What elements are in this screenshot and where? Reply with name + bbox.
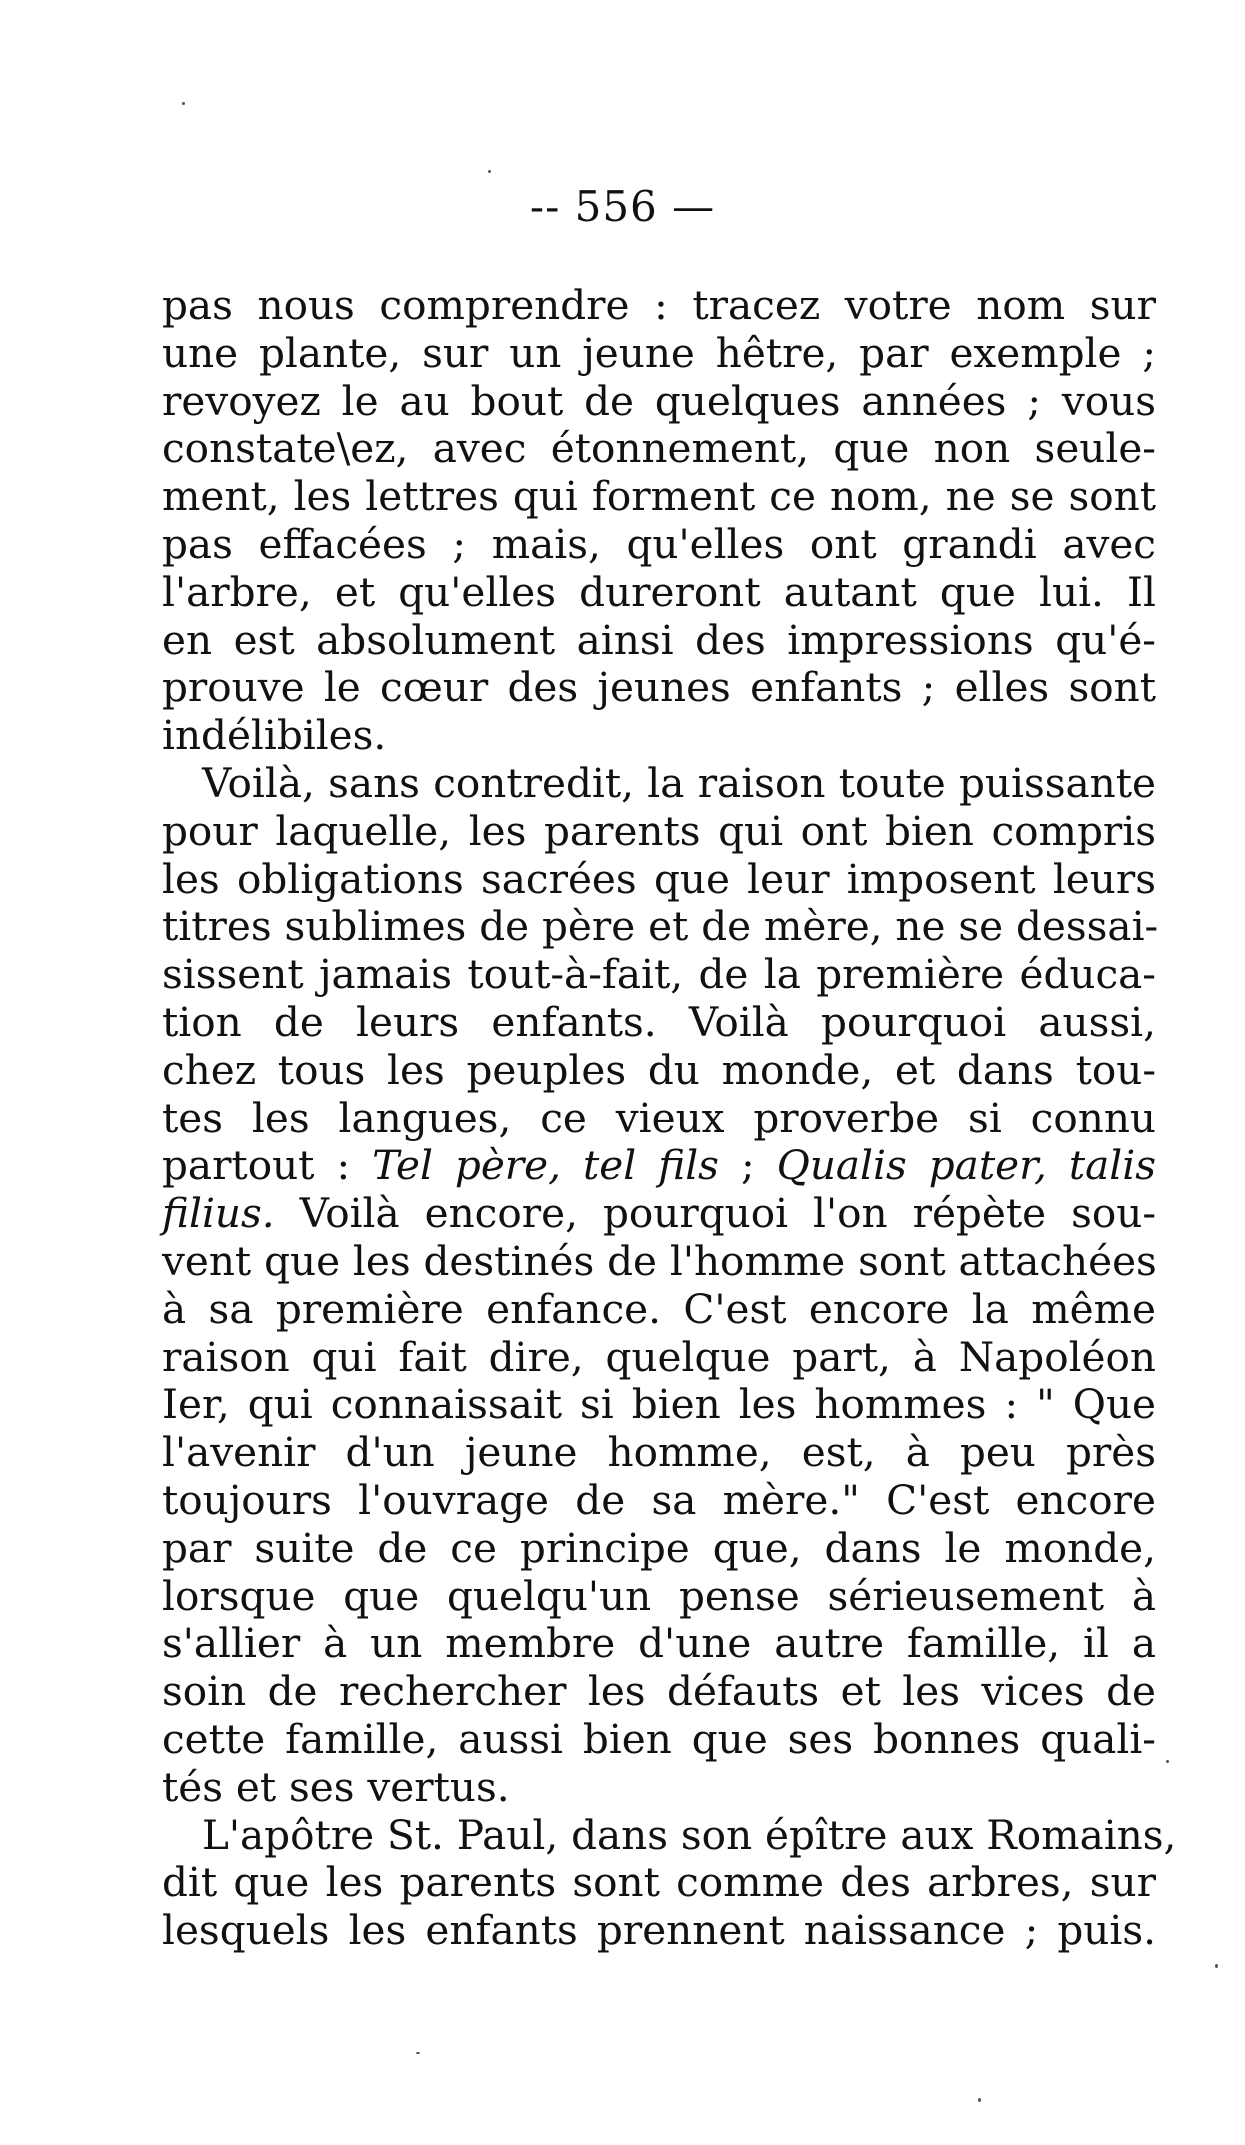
italic-quote: Qualis pater,	[776, 1141, 1047, 1190]
scan-speck	[488, 170, 491, 173]
text-line: Ier, qui connaissait si bien les hommes : " Que	[162, 1380, 1156, 1429]
text-line-mixed	[162, 1190, 1156, 1238]
text-line: dit que les parents sont comme des arbres, sur	[162, 1858, 1156, 1907]
body-text	[162, 281, 1177, 1955]
text-line: soin de rechercher les défauts et les vices de	[162, 1667, 1156, 1716]
text-line: l'arbre, et qu'elles dureront autant que lui. Il	[162, 567, 1156, 616]
text-line: une plante, sur un jeune hêtre, par exemple ;	[162, 328, 1156, 377]
text-line-mixed	[162, 1142, 1156, 1190]
text-line: sissent jamais tout-à-fait, de la première éduca-	[162, 950, 1156, 999]
italic-quote: filius.	[162, 1189, 275, 1238]
text-line: Voilà, sans contredit, la raison toute puissante	[202, 758, 1156, 807]
text-line: les obligations sacrées que leur imposent leurs	[162, 854, 1156, 903]
text-line: cette famille, aussi bien que ses bonnes quali-	[162, 1714, 1156, 1763]
text-line: lorsque que quelqu'un pense sérieusement à	[162, 1571, 1156, 1620]
text-line: revoyez le au bout de quelques années ; vous	[162, 376, 1156, 425]
text-line: l'avenir d'un jeune homme, est, à peu près	[162, 1428, 1156, 1477]
scan-speck	[182, 102, 185, 105]
italic-quote: tel fils	[583, 1141, 719, 1190]
scan-speck	[416, 2052, 420, 2054]
text-line: pas effacées ; mais, qu'elles ont grandi avec	[162, 519, 1156, 568]
page-number: -- 556 —	[529, 182, 716, 231]
text-line: chez tous les peuples du monde, et dans tou-	[162, 1045, 1156, 1094]
text-run: partout :	[162, 1141, 373, 1190]
text-line: en est absolument ainsi des impressions qu'é-	[162, 615, 1156, 664]
italic-quote: Tel père,	[372, 1141, 561, 1190]
text-line: indélibiles.	[162, 711, 387, 760]
text-run: ;	[718, 1141, 777, 1190]
text-line: pour laquelle, les parents qui ont bien compris	[162, 806, 1156, 855]
text-run: Voilà encore, pourquoi l'on répète sou-	[274, 1189, 1156, 1238]
italic-quote: talis	[1068, 1141, 1156, 1190]
text-line: ment, les lettres qui forment ce nom, ne se sont	[162, 472, 1156, 521]
text-line: titres sublimes de père et de mère, ne se dessai-	[162, 902, 1159, 951]
text-line: raison qui fait dire, quelque part, à Napoléon	[162, 1332, 1156, 1381]
text-line: prouve le cœur des jeunes enfants ; elles sont	[162, 663, 1156, 712]
text-line: constate\ez, avec étonnement, que non seule-	[162, 424, 1156, 473]
text-line: tés et ses vertus.	[162, 1762, 510, 1811]
text-line: vent que les destinés de l'homme sont attachées	[162, 1236, 1157, 1285]
text-line: s'allier à un membre d'une autre famille, il a	[162, 1619, 1156, 1668]
scan-speck	[1166, 1760, 1169, 1763]
text-line: L'apôtre St. Paul, dans son épître aux Romains,	[202, 1810, 1177, 1859]
text-line: à sa première enfance. C'est encore la même	[162, 1284, 1156, 1333]
text-line: tes les langues, ce vieux proverbe si connu	[162, 1093, 1156, 1142]
text-line: toujours l'ouvrage de sa mère." C'est encore	[162, 1475, 1156, 1524]
text-line: tion de leurs enfants. Voilà pourquoi aussi,	[162, 997, 1156, 1046]
scan-speck	[1215, 1964, 1218, 1968]
scan-speck	[978, 2098, 981, 2102]
text-line: pas nous comprendre : tracez votre nom sur	[162, 281, 1156, 329]
text-line: par suite de ce principe que, dans le monde,	[162, 1523, 1156, 1572]
text-line: lesquels les enfants prennent naissance ; puis.	[162, 1906, 1156, 1955]
